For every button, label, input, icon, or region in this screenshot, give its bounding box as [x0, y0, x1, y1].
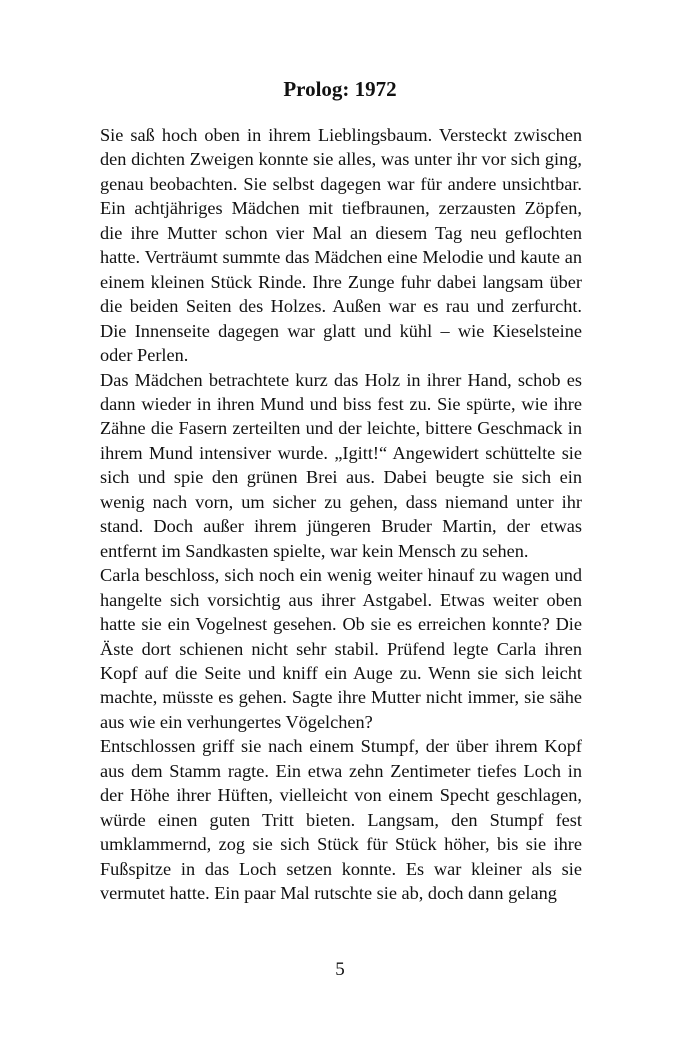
paragraph: Entschlossen griff sie nach einem Stumpf, der über ihrem Kopf aus dem Stamm ragte. Ein etwa zehn Zentimeter tiefes Loch in der Höhe ihrer Hüften, vielleicht von einem Specht geschlagen, würde einen guten Tritt bieten. Langsam, den Stumpf fest umklammernd, zog sie sich Stück für Stück höher, bis sie ihre Fußspitze in das Loch setzen konnte. Es war kleiner als sie vermutet hatte. Ein paar Mal rutschte sie ab, doch dann gelang [100, 736, 582, 904]
page-number: 5 [335, 959, 345, 980]
chapter-title: Prolog: 1972 [283, 77, 397, 101]
paragraph: Sie saß hoch oben in ihrem Lieblingsbaum. Versteckt zwischen den dichten Zweigen konnte sie alles, was unter ihr vor sich ging, genau beobachten. Sie selbst dagegen war für andere unsichtbar. Ein achtjähriges Mädchen mit tiefbraunen, zerzausten Zöpfen, die ihre Mutter schon vier Mal an diesem Tag neu geflochten hatte. Verträumt summte das Mädchen eine Melodie und kaute an einem kleinen Stück Rinde. Ihre Zunge fuhr dabei langsam über die beiden Seiten des Holzes. Außen war es rau und zerfurcht. Die Innenseite dagegen war glatt und kühl – wie Kieselsteine oder Perlen. [100, 125, 582, 366]
body-text [100, 123, 582, 906]
paragraph: Carla beschloss, sich noch ein wenig weiter hinauf zu wagen und hangelte sich vorsichtig aus ihrer Astgabel. Etwas weiter oben hatte sie ein Vogelnest gesehen. Ob sie es erreichen konnte? Die Äste dort schienen nicht sehr stabil. Prüfend legte Carla ihren Kopf auf die Seite und kniff ein Auge zu. Wenn sie sich leicht machte, müsste es gehen. Sagte ihre Mutter nicht immer, sie sähe aus wie ein verhungertes Vögelchen? [100, 565, 582, 732]
paragraph: Das Mädchen betrachtete kurz das Holz in ihrer Hand, schob es dann wieder in ihren Mund und biss fest zu. Sie spürte, wie ihre Zähne die Fasern zerteilten und der leichte, bittere Geschmack in ihrem Mund intensiver wurde. „Igitt!“ Angewidert schüttelte sie sich und spie den grünen Brei aus. Dabei beugte sie sich ein wenig nach vorn, um sicher zu gehen, dass niemand unter ihr stand. Doch außer ihrem jüngeren Bruder Martin, der etwas entfernt im Sandkasten spielte, war kein Mensch zu sehen. [100, 369, 582, 561]
